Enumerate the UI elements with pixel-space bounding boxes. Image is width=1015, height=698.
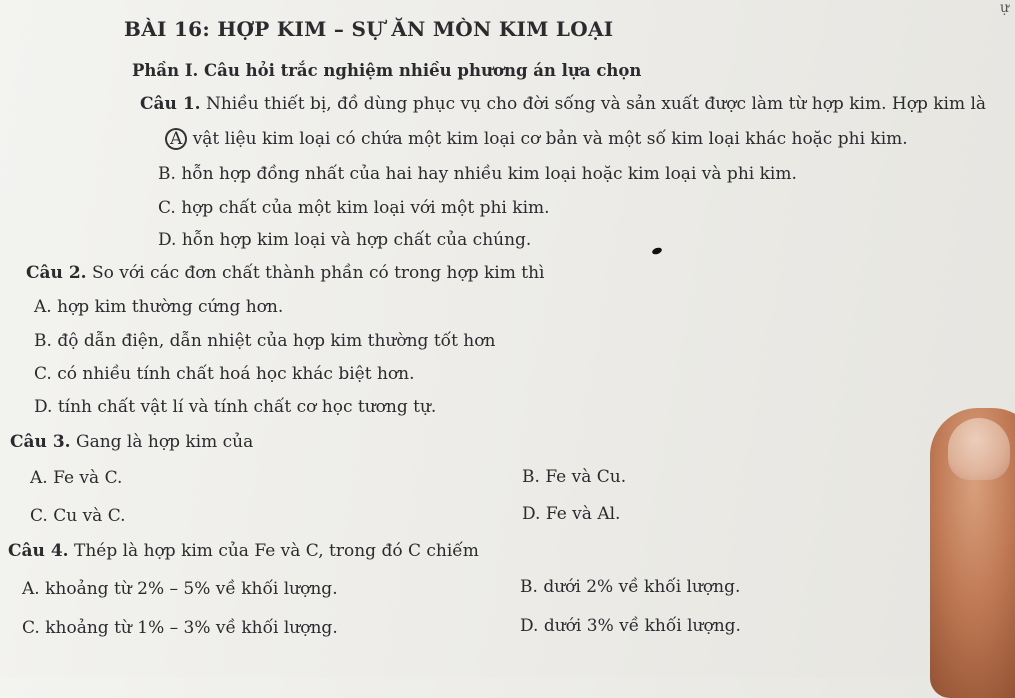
question-2 bbox=[26, 262, 544, 284]
q1-option-d-letter: D. bbox=[158, 230, 177, 250]
q1-option-b-text: hỗn hợp đồng nhất của hai hay nhiều kim loại hoặc kim loại và phi kim. bbox=[181, 164, 797, 184]
q2-option-d-text: tính chất vật lí và tính chất cơ học tương tự. bbox=[57, 397, 437, 417]
q1-option-c-text: hợp chất của một kim loại với một phi kim. bbox=[181, 198, 550, 218]
question-4 bbox=[8, 540, 479, 562]
q3-option-b-text: Fe và Cu. bbox=[545, 467, 627, 487]
q1-option-a-letter: A bbox=[165, 128, 187, 150]
question-3-label: Câu 3. bbox=[10, 432, 71, 452]
q2-option-c-letter: C. bbox=[34, 364, 52, 384]
q3-option-c-text: Cu và C. bbox=[53, 506, 126, 526]
q3-option-b[interactable] bbox=[522, 466, 626, 488]
q2-option-c-text: có nhiều tính chất hoá học khác biệt hơn. bbox=[57, 364, 415, 384]
q1-option-c-letter: C. bbox=[158, 198, 176, 218]
q1-option-d-text: hỗn hợp kim loại và hợp chất của chúng. bbox=[181, 230, 532, 250]
q1-option-a[interactable] bbox=[171, 128, 908, 150]
q2-option-d-letter: D. bbox=[34, 397, 53, 417]
q3-option-d-letter: D. bbox=[522, 504, 541, 524]
question-1 bbox=[140, 93, 986, 115]
q4-option-b-letter: B. bbox=[520, 577, 538, 597]
q4-option-c-letter: C. bbox=[22, 618, 40, 638]
q1-option-c[interactable] bbox=[158, 197, 550, 219]
fingernail bbox=[948, 418, 1010, 480]
question-2-text: So với các đơn chất thành phần có trong hợp kim thì bbox=[91, 263, 545, 283]
q2-option-b-letter: B. bbox=[34, 331, 52, 351]
question-3 bbox=[10, 431, 253, 453]
q3-option-d[interactable] bbox=[522, 503, 620, 525]
q2-option-b-text: độ dẫn điện, dẫn nhiệt của hợp kim thường tốt hơn bbox=[57, 331, 496, 351]
q1-option-d[interactable] bbox=[158, 229, 531, 251]
section-heading: Phần I. Câu hỏi trắc nghiệm nhiều phương án lựa chọn bbox=[132, 61, 642, 80]
q4-option-b[interactable] bbox=[520, 576, 740, 598]
q3-option-a-letter: A. bbox=[30, 468, 48, 488]
q2-option-d[interactable] bbox=[34, 396, 436, 418]
q4-option-a-letter: A. bbox=[22, 579, 40, 599]
page-title: BÀI 16: HỢP KIM – SỰ ĂN MÒN KIM LOẠI bbox=[124, 17, 614, 41]
q4-option-d[interactable] bbox=[520, 615, 741, 637]
q2-option-a-text: hợp kim thường cứng hơn. bbox=[57, 297, 284, 317]
question-1-text: Nhiều thiết bị, đồ dùng phục vụ cho đời sống và sản xuất được làm từ hợp kim. Hợp kim là bbox=[205, 94, 987, 114]
q3-option-c-letter: C. bbox=[30, 506, 48, 526]
question-4-text: Thép là hợp kim của Fe và C, trong đó C chiếm bbox=[73, 541, 479, 561]
q4-option-a[interactable] bbox=[22, 578, 338, 600]
q4-option-a-text: khoảng từ 2% – 5% về khối lượng. bbox=[45, 579, 338, 599]
q3-option-c[interactable] bbox=[30, 505, 126, 527]
q1-option-b[interactable] bbox=[158, 163, 797, 185]
ink-dot bbox=[651, 246, 662, 255]
q4-option-b-text: dưới 2% về khối lượng. bbox=[543, 577, 741, 597]
q4-option-d-letter: D. bbox=[520, 616, 539, 636]
q3-option-d-text: Fe và Al. bbox=[545, 504, 621, 524]
question-4-label: Câu 4. bbox=[8, 541, 69, 561]
q4-option-c[interactable] bbox=[22, 617, 338, 639]
q3-option-a-text: Fe và C. bbox=[53, 468, 123, 488]
q1-option-a-text: vật liệu kim loại có chứa một kim loại cơ bản và một số kim loại khác hoặc phi kim. bbox=[192, 129, 908, 149]
q3-option-b-letter: B. bbox=[522, 467, 540, 487]
question-2-label: Câu 2. bbox=[26, 263, 87, 283]
q4-option-c-text: khoảng từ 1% – 3% về khối lượng. bbox=[45, 618, 338, 638]
q2-option-b[interactable] bbox=[34, 330, 495, 352]
q2-option-a-letter: A. bbox=[34, 297, 52, 317]
q1-option-b-letter: B. bbox=[158, 164, 176, 184]
q2-option-c[interactable] bbox=[34, 363, 415, 385]
question-3-text: Gang là hợp kim của bbox=[75, 432, 254, 452]
question-1-label: Câu 1. bbox=[140, 94, 201, 114]
q3-option-a[interactable] bbox=[30, 467, 122, 489]
corner-mark: ự bbox=[1000, 0, 1010, 16]
q4-option-d-text: dưới 3% về khối lượng. bbox=[543, 616, 741, 636]
q2-option-a[interactable] bbox=[34, 296, 283, 318]
